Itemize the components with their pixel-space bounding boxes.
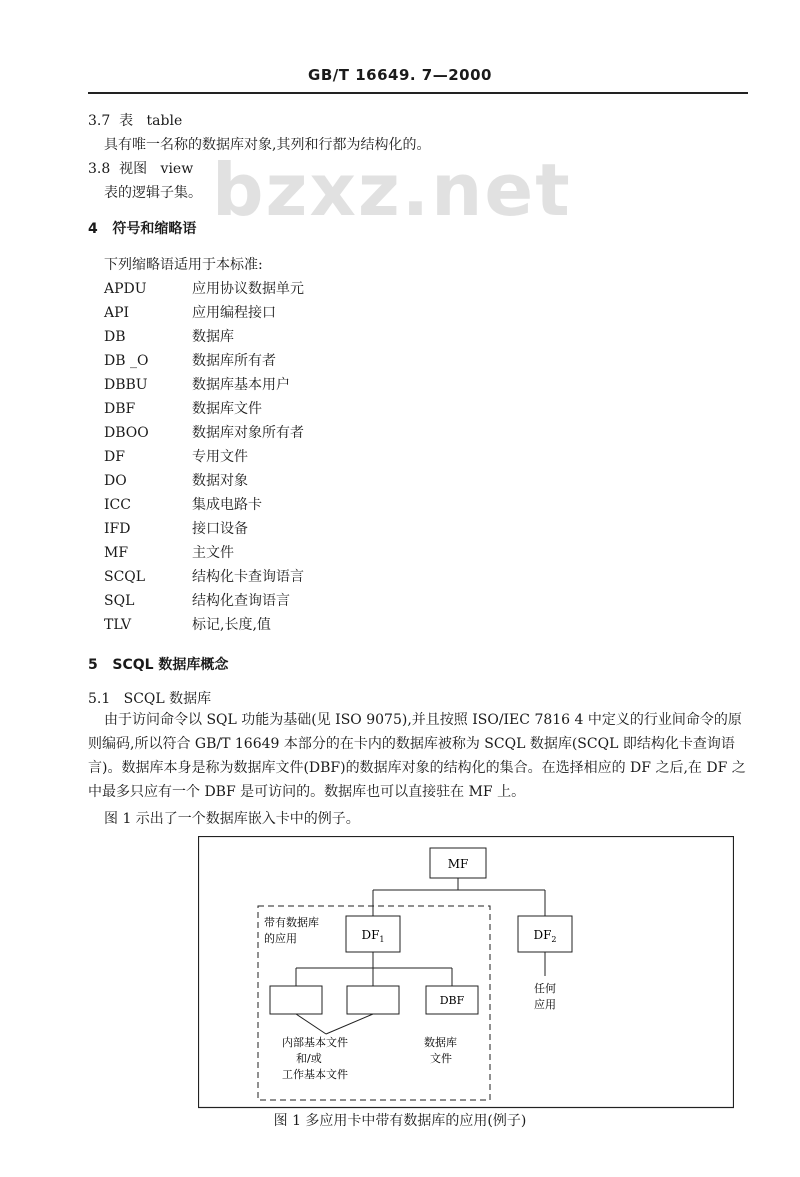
figure-1-diagram [198,836,734,1110]
abbreviation-row [104,518,248,538]
abbreviations-intro: 下列缩略语适用于本标准: [104,257,263,273]
abbreviation-row [104,446,248,466]
abbreviation-meaning: 主文件 [192,545,234,561]
app-with-database-label-line2: 的应用 [264,932,297,945]
section-3-7-body: 具有唯一名称的数据库对象,其列和行都为结构化的。 [104,137,431,153]
mf-label: MF [447,857,469,871]
abbreviation-term: TLV [104,617,132,633]
figure-1-caption: 图 1 多应用卡中带有数据库的应用(例子) [273,1113,527,1129]
database-file-label-line1: 数据库 [424,1036,457,1049]
document-header: GB/T 16649. 7—2000 [308,66,492,84]
abbreviation-term: SQL [104,593,135,609]
df1-label-main: DF [361,928,380,942]
abbreviation-row [104,398,262,418]
elementary-files-label-line2: 和/或 [296,1052,322,1065]
section-title: 视图 [119,161,148,177]
section-number: 4 [88,221,98,237]
app-with-database-label-line1: 带有数据库 [264,916,319,929]
ef2-pointer [326,1014,373,1034]
abbreviation-term: API [104,305,130,321]
section-title: SCQL 数据库 [123,691,212,707]
paragraph-figure-intro: 图 1 示出了一个数据库嵌入卡中的例子。 [104,811,360,827]
elementary-files-label-line3: 工作基本文件 [282,1068,348,1081]
section-title: SCQL 数据库概念 [112,657,229,673]
abbreviation-meaning: 数据对象 [192,473,248,489]
watermark: bzxz.net [212,148,572,232]
working-ef-box [347,986,399,1014]
abbreviation-term: IFD [104,521,131,537]
abbreviation-term: ICC [104,497,131,513]
abbreviation-term: DBOO [104,425,149,441]
df1-label-subscript: 1 [379,935,385,944]
section-3-8-heading [88,158,193,178]
abbreviation-row [104,542,234,562]
abbreviation-term: DF [104,449,125,465]
section-number: 5.1 [88,691,111,707]
df2-label-main: DF [533,928,552,942]
any-application-label-line1: 任何 [534,982,556,995]
abbreviation-row [104,278,304,298]
header-rule [88,92,748,94]
abbreviation-meaning: 结构化卡查询语言 [192,569,304,585]
section-number: 3.8 [88,161,111,177]
abbreviation-meaning: 应用编程接口 [192,305,276,321]
abbreviation-meaning: 接口设备 [192,521,248,537]
abbreviation-meaning: 标记,长度,值 [192,617,271,633]
abbreviation-term: MF [104,545,129,561]
abbreviation-row [104,374,290,394]
abbreviation-row [104,302,276,322]
internal-ef-box [270,986,322,1014]
abbreviation-term: DO [104,473,127,489]
abbreviation-meaning: 专用文件 [192,449,248,465]
section-number: 3.7 [88,113,111,129]
abbreviation-meaning: 数据库所有者 [192,353,276,369]
section-3-8-body: 表的逻辑子集。 [104,185,202,201]
section-4-heading [88,218,196,238]
abbreviation-meaning: 结构化查询语言 [192,593,290,609]
abbreviation-row [104,566,304,586]
abbreviation-term: APDU [104,281,147,297]
abbreviation-row [104,614,271,634]
abbreviation-meaning: 集成电路卡 [192,497,262,513]
elementary-files-label-line1: 内部基本文件 [282,1036,348,1049]
abbreviation-meaning: 数据库 [192,329,234,345]
section-term: table [146,113,183,129]
section-number: 5 [88,657,98,673]
any-application-label-line2: 应用 [534,998,556,1011]
abbreviation-row [104,350,276,370]
section-title: 表 [119,113,134,129]
section-5-1-heading [88,688,211,708]
section-3-7-heading [88,110,182,130]
ef1-pointer [296,1014,326,1034]
abbreviation-row [104,494,262,514]
paragraph-scql-database: 由于访问命令以 SQL 功能为基础(见 ISO 9075),并且按照 ISO/IEC 7816 4 中定义的行业间命令的原则编码,所以符合 GB/T 16649 本部分的在卡内的数据库被称为 SCQL 数据库(SCQL 即结构化卡查询语言)。数据库本身是称为数据库文件(DBF)的数据库对象的结构化的集合。在选择相应的 DF 之后,在 DF 之中最多只应有一个 DBF 是可访问的。数据库也可以直接驻在 MF 上。 [88,712,746,800]
abbreviation-row [104,326,234,346]
abbreviation-meaning: 数据库文件 [192,401,262,417]
section-term: view [160,161,194,177]
abbreviation-meaning: 数据库对象所有者 [192,425,304,441]
df2-label-subscript: 2 [551,935,557,944]
section-title: 符号和缩略语 [112,221,197,237]
abbreviation-term: DBF [104,401,136,417]
abbreviation-meaning: 数据库基本用户 [192,377,290,393]
abbreviation-term: SCQL [104,569,146,585]
abbreviation-row [104,470,248,490]
abbreviation-row [104,590,290,610]
abbreviation-meaning: 应用协议数据单元 [192,281,304,297]
abbreviation-term: DB [104,329,126,345]
abbreviation-term: DB _O [104,353,149,369]
dbf-label: DBF [439,994,465,1007]
abbreviation-row [104,422,304,442]
database-file-label-line2: 文件 [430,1052,452,1065]
section-5-heading [88,654,228,674]
abbreviation-term: DBBU [104,377,148,393]
